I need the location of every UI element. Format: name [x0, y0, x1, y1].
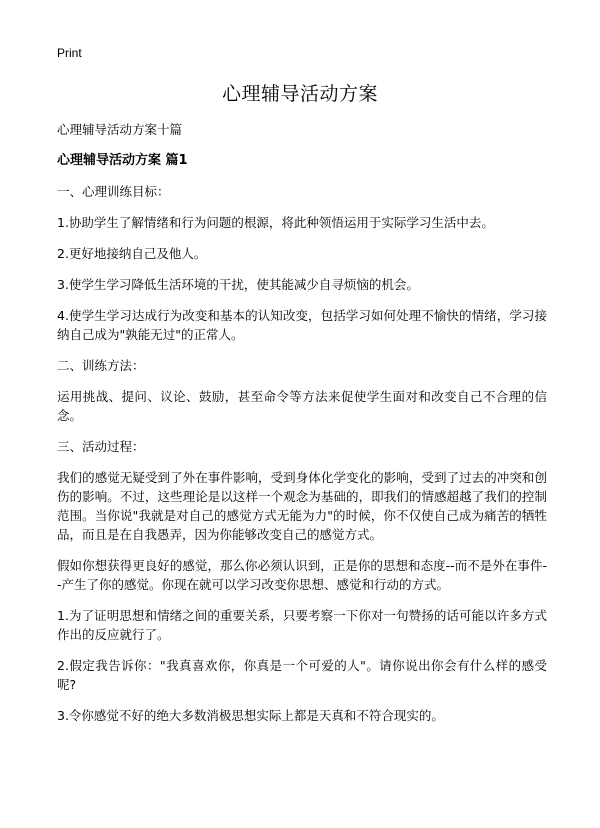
paragraph-step-3: 3.令你感觉不好的绝大多数消极思想实际上都是天真和不符合现实的。: [57, 708, 444, 723]
paragraph-process-heading: 三、活动过程：: [57, 439, 145, 454]
paragraph-process-2: 假如你想获得更良好的感觉，那么你必须认识到，正是你的思想和态度--而不是外在事件--产生了你的感觉。你现在就可以学习改变你思想、感觉和行动的方式。: [57, 558, 547, 592]
subtitle: 心理辅导活动方案十篇: [57, 122, 183, 137]
paragraph-methods-heading: 二、训练方法：: [57, 358, 145, 373]
page-title: 心理辅导活动方案: [221, 83, 378, 105]
paragraph-goals-heading: 一、心理训练目标：: [57, 184, 170, 199]
document-body: [57, 120, 547, 737]
paragraph-goal-3: 3.使学生学习降低生活环境的干扰，使其能减少自寻烦恼的机会。: [57, 277, 419, 292]
paragraph-process-1: 我们的感觉无疑受到了外在事件影响，受到身体化学变化的影响，受到了过去的冲突和创伤的影响。不过，这些理论是以这样一个观念为基础的，即我们的情感超越了我们的控制范围。当你说"我就是对自己的感觉方式无能为力"的时候，你不仅使自己成为痛苦的牺牲品，而且是在自我愚弄，因为你能够改变自己的感觉方式。: [57, 470, 547, 542]
paragraph-step-1: 1.为了证明思想和情绪之间的重要关系，只要考察一下你对一句赞扬的话可能以许多方式作出的反应就行了。: [57, 608, 547, 642]
paragraph-goal-4: 4.使学生学习达成行为改变和基本的认知改变，包括学习如何处理不愉快的情绪，学习接纳自己成为"孰能无过"的正常人。: [57, 308, 547, 342]
paragraph-methods: 运用挑战、提问、议论、鼓励，甚至命令等方法来促使学生面对和改变自己不合理的信念。: [57, 389, 547, 423]
print-link[interactable]: Print: [57, 46, 82, 60]
section-heading: 心理辅导活动方案 篇1: [57, 153, 188, 168]
paragraph-goal-1: 1.协助学生了解情绪和行为问题的根源，将此种领悟运用于实际学习生活中去。: [57, 215, 494, 230]
paragraph-goal-2: 2.更好地接纳自己及他人。: [57, 246, 207, 261]
paragraph-step-2: 2.假定我告诉你："我真喜欢你，你真是一个可爱的人"。请你说出你会有什么样的感受呢?: [57, 658, 547, 692]
